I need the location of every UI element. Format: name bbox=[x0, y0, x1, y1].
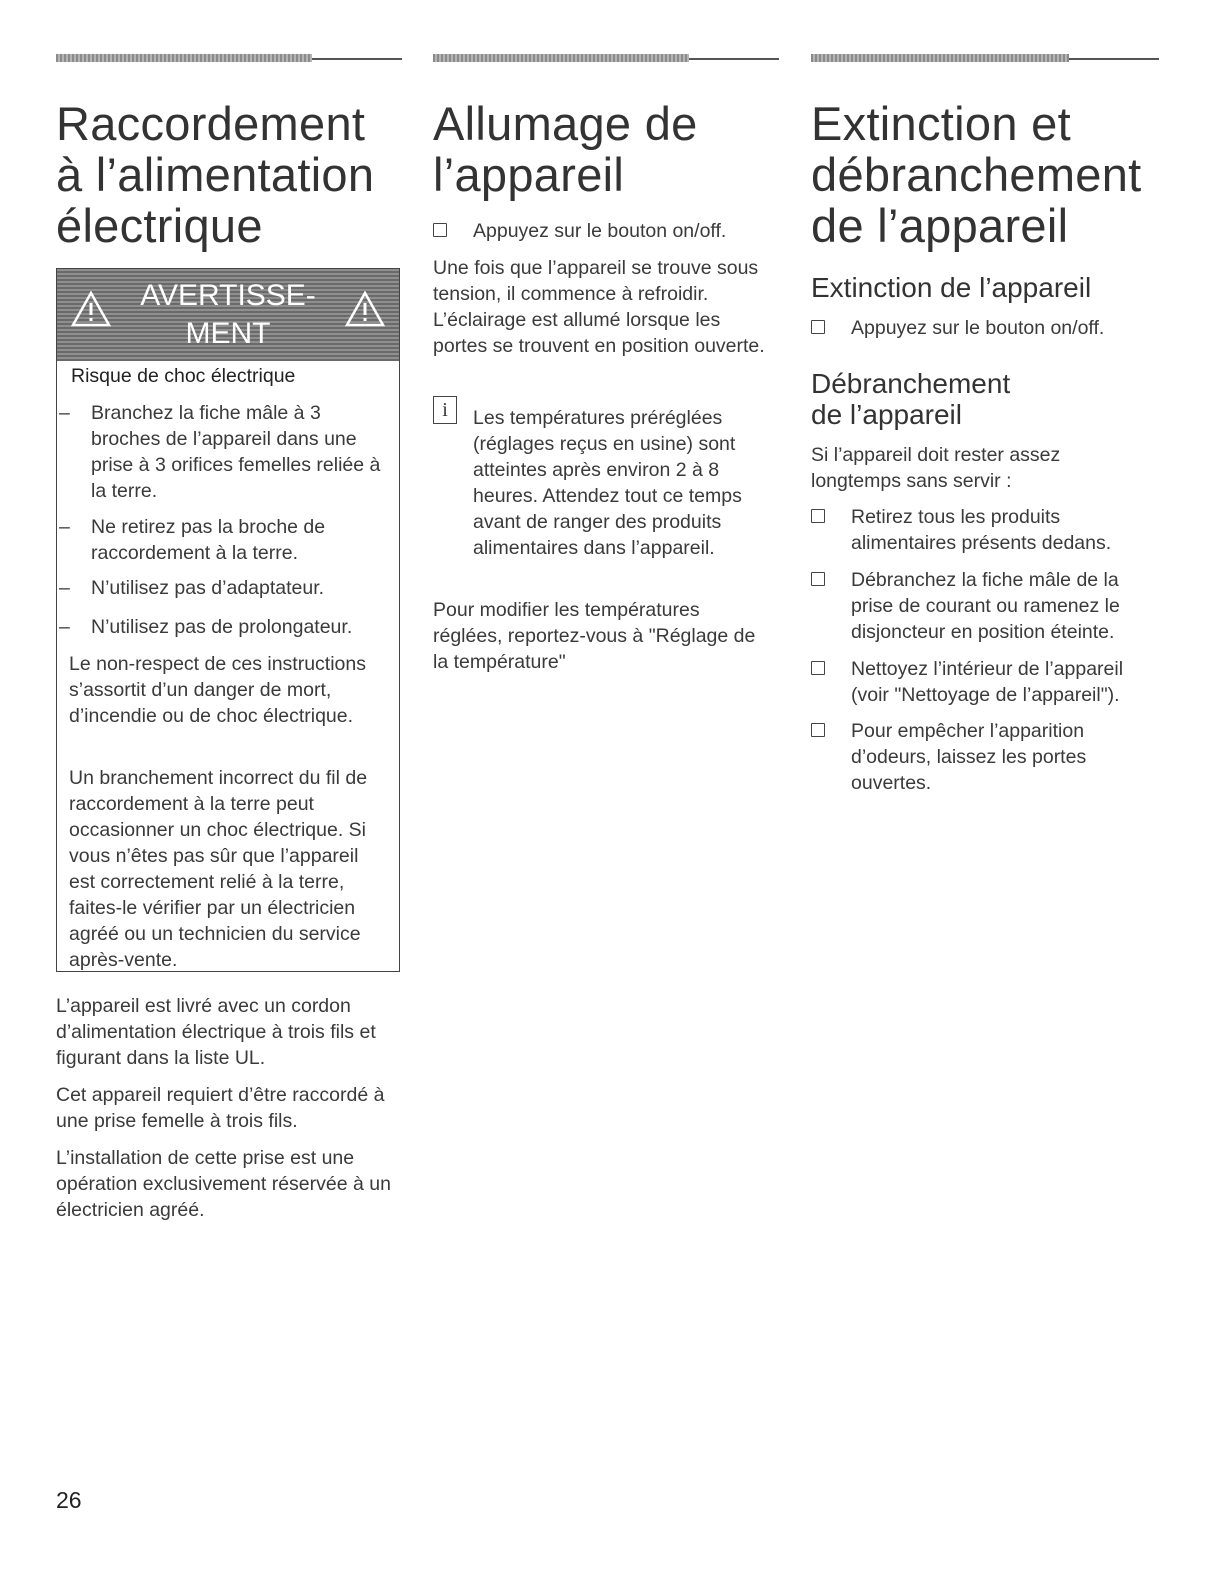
subsection-title-switch-off: Extinction de l’appareil bbox=[811, 272, 1092, 303]
warning-paragraph: Un branchement incorrect du fil de raccordement à la terre peut occasionner un choc électrique. Si vous n’êtes pas sûr que l’appareil est correctement relié à la terre, faites-le vérifier par un électricien agréé ou un technicien du service après-vente. bbox=[69, 767, 368, 971]
subsection-title-unplug: Débranchement de l’appareil bbox=[811, 368, 1011, 430]
body-paragraph: Une fois que l’appareil se trouve sous tension, il commence à refroidir. L’éclairage est allumé lorsque les portes se trouvent en position ouverte. bbox=[433, 257, 765, 357]
warning-header bbox=[57, 269, 399, 361]
section-title-power-off: Extinction et débranchement de l’appareil bbox=[811, 97, 1142, 252]
checklist-item: Appuyez sur le bouton on/off. bbox=[811, 315, 1159, 341]
warning-box: AVERTISSE- MENT Risque de choc électrique – Branchez la fiche mâle à 3 broches de l’appareil dans une prise à 3 orifices femelles reliée à la terre. – Ne retirez pas la broche de raccordement à la terre. – N’utilisez pas d’adaptateur. – N’utilisez pas de prolongateur. Le non-respect de ces instructions s’assortit d’un danger de mort, d’incendie ou de choc électrique. Un branchement incorrect du fil de raccordement à la terre peut occasionner un choc électrique. Si vous n’êtes pas sûr que l’appareil est correctement relié à la terre, faites-le vérifier par un électricien agréé ou un technicien du service après-vente. bbox=[56, 268, 400, 972]
checkbox-icon bbox=[811, 509, 825, 523]
body-paragraph: L’appareil est livré avec un cordon d’alimentation électrique à trois fils et figurant dans la liste UL. bbox=[56, 995, 376, 1069]
body-paragraph: Cet appareil requiert d’être raccordé à une prise femelle à trois fils. bbox=[56, 1084, 385, 1132]
checklist-item: Appuyez sur le bouton on/off. bbox=[433, 218, 779, 244]
section-title-power-on: Allumage de l’appareil bbox=[433, 97, 698, 201]
body-paragraph: L’installation de cette prise est une opération exclusivement réservée à un électricien agréé. bbox=[56, 1147, 391, 1221]
warning-triangle-icon bbox=[345, 291, 385, 327]
body-paragraph: Si l’appareil doit rester assez longtemps sans servir : bbox=[811, 444, 1061, 492]
body-paragraph: Pour modifier les températures réglées, reportez-vous à "Réglage de la température" bbox=[433, 599, 756, 673]
info-icon: i bbox=[433, 396, 457, 424]
warning-triangle-icon bbox=[71, 291, 111, 327]
checkbox-icon bbox=[811, 723, 825, 737]
column-rule-3 bbox=[811, 58, 1159, 60]
section-title-power-connection: Raccordement à l’alimentation électrique bbox=[56, 97, 375, 252]
checkbox-icon bbox=[433, 223, 447, 237]
warning-paragraph: Le non-respect de ces instructions s’assortit d’un danger de mort, d’incendie ou de choc électrique. bbox=[69, 653, 366, 727]
warning-title: AVERTISSE- MENT bbox=[140, 279, 316, 350]
checkbox-icon bbox=[811, 572, 825, 586]
column-rule-1 bbox=[56, 58, 402, 60]
checkbox-icon bbox=[811, 320, 825, 334]
info-note: Les températures préréglées (réglages reçus en usine) sont atteintes après environ 2 à 8 heures. Attendez tout ce temps avant de ranger des produits alimentaires dans l’appareil. bbox=[473, 407, 742, 559]
column-rule-2 bbox=[433, 58, 779, 60]
checkbox-icon bbox=[811, 661, 825, 675]
page-number: 26 bbox=[56, 1487, 82, 1513]
warning-subtitle: Risque de choc électrique bbox=[71, 365, 296, 387]
